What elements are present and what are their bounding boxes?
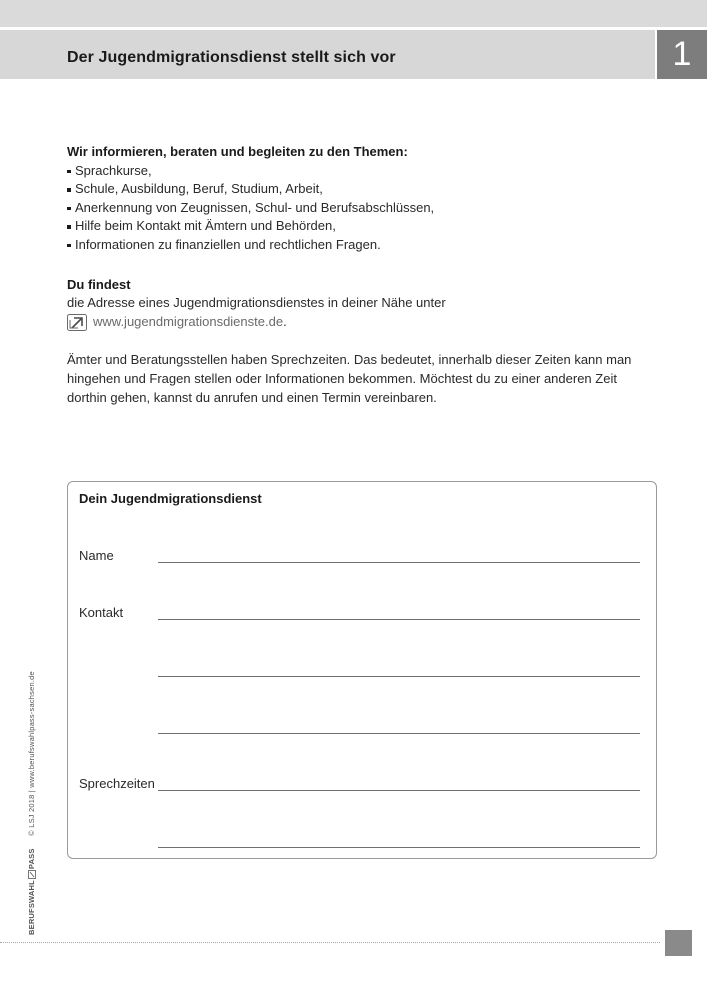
list-item: Sprachkurse, <box>67 162 657 181</box>
website-link-row[interactable] <box>67 313 657 332</box>
office-hours-label: Sprechzeiten <box>79 776 155 791</box>
topics-heading: Wir informieren, beraten und begleiten zu den Themen: <box>67 144 408 159</box>
find-heading: Du findest <box>67 276 131 292</box>
office-hours-field-line-2[interactable] <box>158 847 640 848</box>
footer-vertical-credit <box>27 671 36 935</box>
website-link[interactable]: www.jugendmigrationsdienste.de <box>93 313 284 329</box>
list-item: Hilfe beim Kontakt mit Ämtern und Behörden, <box>67 217 657 236</box>
list-item: Schule, Ausbildung, Beruf, Studium, Arbeit, <box>67 180 657 199</box>
name-label: Name <box>79 548 114 563</box>
copyright-text: © LSJ 2018 | www.berufswahlpass-sachsen.de <box>27 671 36 836</box>
paragraph-line: dorthin gehen, kannst du anrufen und einen Termin vereinbaren. <box>67 389 437 405</box>
top-strip <box>0 0 707 27</box>
link-suffix: . <box>283 313 287 329</box>
brand-name-left: BERUFSWAHL <box>27 880 36 935</box>
paragraph-line: Ämter und Beratungsstellen haben Sprechzeiten. Das bedeutet, innerhalb dieser Zeiten kann man <box>67 352 632 368</box>
external-link-icon <box>67 314 87 331</box>
content <box>67 143 657 407</box>
berufswahlpass-logo-icon <box>28 870 36 879</box>
contact-label: Kontakt <box>79 605 124 620</box>
find-text: die Adresse eines Jugendmigrationsdienstes in deiner Nähe unter <box>67 295 446 311</box>
footer-divider <box>0 942 660 943</box>
contact-field-line-2[interactable] <box>158 676 640 677</box>
list-item: Informationen zu finanziellen und rechtlichen Fragen. <box>67 236 657 255</box>
page-marker <box>665 930 692 956</box>
contact-field-line[interactable] <box>158 619 640 620</box>
contact-form-box <box>67 481 657 859</box>
office-hours-paragraph <box>67 351 657 407</box>
office-hours-field-line[interactable] <box>158 790 640 791</box>
form-title: Dein Jugendmigrationsdienst <box>79 491 262 506</box>
paragraph-line: hingehen und Fragen stellen oder Informationen bekommen. Möchtest du zu einer anderen Zeit <box>67 370 617 386</box>
contact-field-line-3[interactable] <box>158 733 640 734</box>
name-field-line[interactable] <box>158 562 640 563</box>
brand-name-right: PASS <box>27 848 36 870</box>
chapter-number: 1 <box>672 35 692 73</box>
topics-list <box>67 162 657 255</box>
page-title: Der Jugendmigrationsdienst stellt sich vor <box>67 49 396 66</box>
list-item: Anerkennung von Zeugnissen, Schul- und Berufsabschlüssen, <box>67 199 657 218</box>
